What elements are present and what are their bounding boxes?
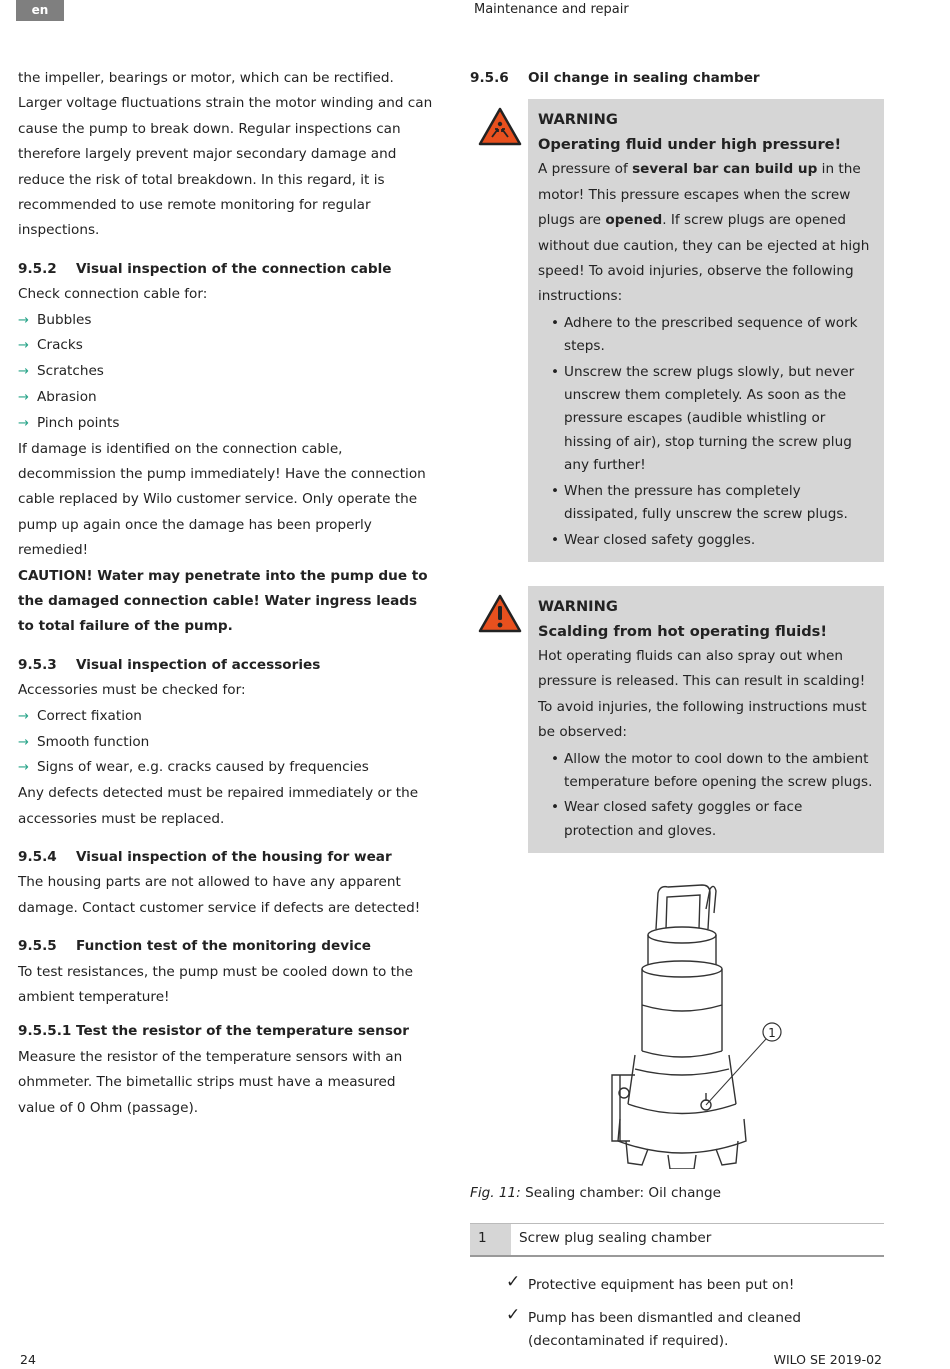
heading-9-5-3: 9.5.3 Visual inspection of accessories (18, 656, 321, 673)
legend-value: Screw plug sealing chamber (511, 1223, 884, 1256)
heading-9-5-5-1: 9.5.5.1 Test the resistor of the temperature sensor (18, 1023, 409, 1040)
pressure-warning-icon (478, 107, 522, 147)
left-column (18, 66, 433, 1121)
warning-scalding-box (528, 586, 884, 853)
heading-9-5-4: 9.5.4 Visual inspection of the housing for wear (18, 848, 392, 865)
right-column (470, 66, 884, 1364)
list-item: → Pinch points (18, 411, 433, 437)
accessories-check-list (18, 704, 433, 781)
checkmark-icon: ✓ (506, 1271, 521, 1292)
heading-9-5-6: 9.5.6 Oil change in sealing chamber (470, 70, 760, 86)
arrow-right-icon: → (18, 390, 29, 406)
exclamation-warning-icon (478, 594, 522, 634)
prerequisite-list (470, 1271, 884, 1354)
accessories-lead: Accessories must be checked for: (18, 682, 246, 699)
list-item: → Correct fixation (18, 704, 433, 730)
cable-body: If damage is identified on the connection cable, decommission the pump immediately! Have the connection cable replaced by Wilo customer service. Only operate the pump up again once the damage has been properly remedied! (18, 440, 426, 559)
heading-9-5-2: 9.5.2 Visual inspection of the connection cable (18, 260, 392, 277)
list-item: • Unscrew the screw plugs slowly, but never unscrew them completely. As soon as the pressure escapes (audible whistling or hissing of air), stop turning the screw plug any further! (551, 363, 855, 474)
cable-caution: CAUTION! Water may penetrate into the pump due to the damaged connection cable! Water ingress leads to total failure of the pump. (18, 567, 428, 635)
legend-key: 1 (470, 1223, 511, 1256)
warning-subtitle: Operating fluid under high pressure! (538, 136, 842, 154)
checkmark-icon: ✓ (506, 1304, 521, 1325)
cable-lead: Check connection cable for: (18, 286, 208, 303)
warning-subtitle: Scalding from hot operating fluids! (538, 622, 828, 640)
list-item: → Bubbles (18, 308, 433, 334)
arrow-right-icon: → (18, 415, 29, 431)
warning-scalding (470, 586, 884, 853)
list-item: → Cracks (18, 333, 433, 359)
warning-instructions (538, 312, 874, 552)
table-row (470, 1223, 884, 1256)
warning-label: WARNING (538, 111, 618, 129)
intro-paragraph: the impeller, bearings or motor, which can be rectified. Larger voltage fluctuations strain the motor winding and can cause the pump to break down. Regular inspections can therefore largely prevent major secondary damage and reduce the risk of total breakdown. In this regard, it is recommended to use remote monitoring for regular inspections. (18, 70, 433, 239)
list-item: • Wear closed safety goggles. (551, 531, 756, 548)
footer-publisher: WILO SE 2019-02 (773, 1352, 882, 1367)
list-item: → Scratches (18, 359, 433, 385)
warning-pressure (470, 99, 884, 562)
sensor-body: Measure the resistor of the temperature sensors with an ohmmeter. The bimetallic strips must have a measured value of 0 Ohm (passage). (18, 1048, 403, 1116)
accessories-body: Any defects detected must be repaired immediately or the accessories must be replaced. (18, 785, 419, 827)
arrow-right-icon: → (18, 312, 29, 328)
list-item: ✓ Pump has been dismantled and cleaned (decontaminated if required). (506, 1304, 801, 1350)
arrow-right-icon: → (18, 364, 29, 380)
list-item: • Wear closed safety goggles or face protection and gloves. (551, 799, 803, 839)
list-item: ✓ Protective equipment has been put on! (506, 1271, 795, 1293)
list-item: • Adhere to the prescribed sequence of work steps. (551, 314, 858, 355)
list-item: → Abrasion (18, 385, 433, 411)
warning-body: Hot operating fluids can also spray out when pressure is released. This can result in scalding! To avoid injuries, the following instructions must be observed: (538, 647, 867, 741)
housing-body: The housing parts are not allowed to have any apparent damage. Contact customer service if defects are detected! (18, 874, 421, 916)
pump-figure (470, 879, 884, 1169)
callout-number: 1 (768, 1026, 776, 1041)
arrow-right-icon: → (18, 338, 29, 354)
list-item: → Smooth function (18, 730, 433, 756)
heading-9-5-5: 9.5.5 Function test of the monitoring device (18, 938, 372, 955)
monitoring-body: To test resistances, the pump must be cooled down to the ambient temperature! (18, 963, 413, 1005)
warning-pressure-box (528, 99, 884, 562)
running-head: Maintenance and repair (474, 2, 629, 17)
pump-illustration (470, 879, 884, 1169)
language-tab: en (16, 0, 64, 21)
warning-instructions (538, 748, 874, 844)
arrow-right-icon: → (18, 760, 29, 776)
list-item: → Signs of wear, e.g. cracks caused by frequencies (18, 755, 433, 781)
warning-body: A pressure of several bar can build up in the motor! This pressure escapes when the screw plugs are opened. If screw plugs are opened without due caution, they can be ejected at high speed! To avoid injuries, observe the following instructions: (538, 161, 870, 305)
cable-check-list (18, 308, 433, 437)
list-item: • When the pressure has completely dissipated, fully unscrew the screw plugs. (551, 482, 848, 523)
list-item: • Allow the motor to cool down to the ambient temperature before opening the screw plugs. (551, 750, 873, 790)
warning-label: WARNING (538, 597, 618, 615)
figure-caption: Fig. 11: Sealing chamber: Oil change (470, 1185, 722, 1202)
arrow-right-icon: → (18, 708, 29, 724)
arrow-right-icon: → (18, 734, 29, 750)
page-number: 24 (20, 1352, 36, 1367)
figure-legend-table (470, 1223, 884, 1257)
